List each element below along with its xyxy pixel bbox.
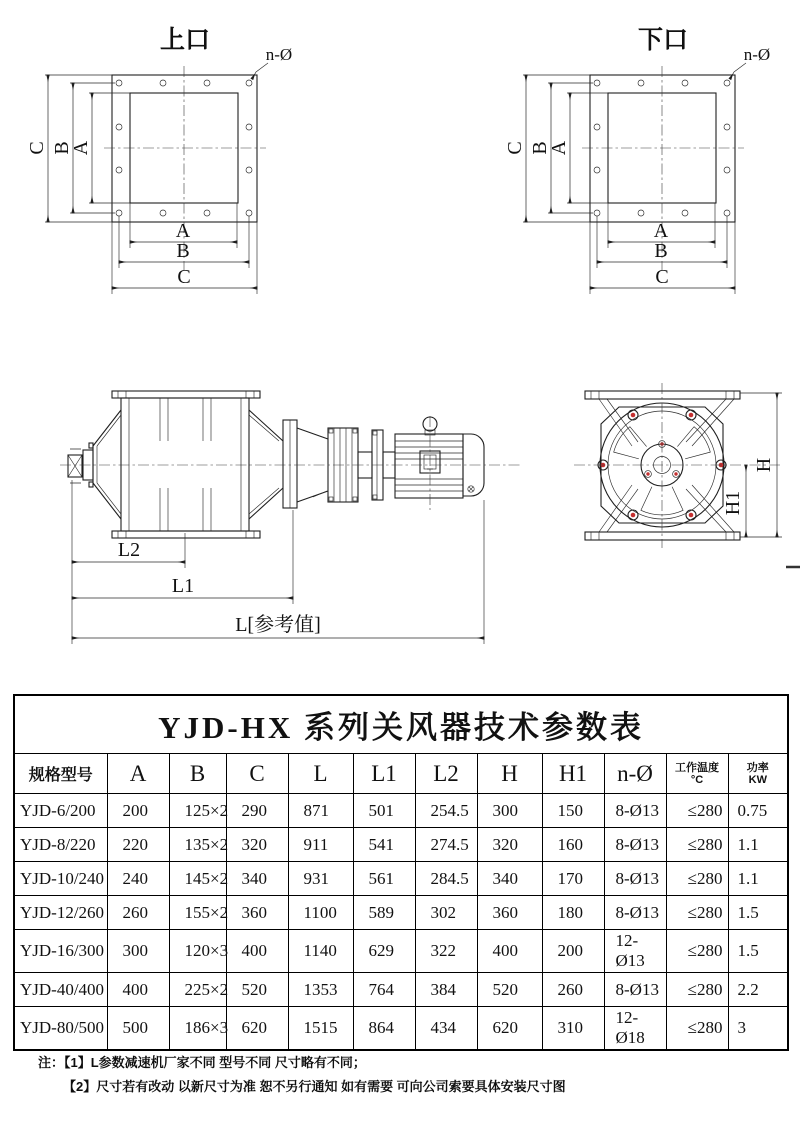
value-cell: 1353	[288, 973, 353, 1007]
value-cell: 300	[107, 930, 169, 973]
value-cell: 186×3	[169, 1007, 226, 1051]
value-cell: 3	[728, 1007, 788, 1051]
value-cell: 2.2	[728, 973, 788, 1007]
value-cell: 290	[226, 794, 288, 828]
value-cell: 0.75	[728, 794, 788, 828]
value-cell: ≤280	[666, 930, 728, 973]
value-cell: ≤280	[666, 828, 728, 862]
model-cell: YJD-12/260	[14, 896, 107, 930]
value-cell: 120×3	[169, 930, 226, 973]
value-cell: 864	[353, 1007, 415, 1051]
value-cell: 300	[477, 794, 542, 828]
value-cell: 1515	[288, 1007, 353, 1051]
dim-label: C	[177, 266, 191, 288]
value-cell: 302	[415, 896, 477, 930]
value-cell: 135×2	[169, 828, 226, 862]
value-cell: 360	[477, 896, 542, 930]
table-title-row	[14, 695, 788, 754]
dim-label: B	[51, 141, 73, 155]
dim-label: C	[504, 141, 526, 155]
dim-label: B	[529, 141, 551, 155]
dim-label-l1: L1	[171, 575, 195, 597]
spec-table	[13, 694, 789, 1051]
value-cell: 155×2	[169, 896, 226, 930]
table-row	[14, 1007, 788, 1051]
value-cell: 1140	[288, 930, 353, 973]
value-cell: ≤280	[666, 862, 728, 896]
value-cell: 911	[288, 828, 353, 862]
value-cell: 322	[415, 930, 477, 973]
model-cell: YJD-80/500	[14, 1007, 107, 1051]
column-header: 功率 KW	[728, 754, 788, 794]
value-cell: 12-Ø18	[604, 1007, 666, 1051]
value-cell: 8-Ø13	[604, 973, 666, 1007]
value-cell: 260	[107, 896, 169, 930]
value-cell: 170	[542, 862, 604, 896]
model-cell: YJD-40/400	[14, 973, 107, 1007]
value-cell: 400	[107, 973, 169, 1007]
value-cell: 160	[542, 828, 604, 862]
value-cell: 8-Ø13	[604, 862, 666, 896]
column-header: B	[169, 754, 226, 794]
column-header: H	[477, 754, 542, 794]
model-cell: YJD-16/300	[14, 930, 107, 973]
column-header: n-Ø	[604, 754, 666, 794]
note-line-2	[63, 1076, 566, 1095]
value-cell: 220	[107, 828, 169, 862]
value-cell: ≤280	[666, 896, 728, 930]
note-text: 【1】L参数减速机厂家不同 型号不同 尺寸略有不同；	[64, 1055, 366, 1070]
value-cell: 520	[477, 973, 542, 1007]
column-header: C	[226, 754, 288, 794]
value-cell: 180	[542, 896, 604, 930]
value-cell: 384	[415, 973, 477, 1007]
value-cell: 1.5	[728, 896, 788, 930]
model-cell: YJD-6/200	[14, 794, 107, 828]
value-cell: 541	[353, 828, 415, 862]
value-cell: 931	[288, 862, 353, 896]
value-cell: ≤280	[666, 973, 728, 1007]
dim-label: B	[176, 240, 190, 262]
dim-label: C	[26, 141, 48, 155]
value-cell: 629	[353, 930, 415, 973]
value-cell: 434	[415, 1007, 477, 1051]
dim-label: C	[655, 266, 669, 288]
valve-side-view	[60, 391, 522, 644]
value-cell: 320	[226, 828, 288, 862]
value-cell: 589	[353, 896, 415, 930]
value-cell: 145×2	[169, 862, 226, 896]
value-cell: 240	[107, 862, 169, 896]
flange-bottom-view	[504, 26, 770, 294]
note-text: 【2】尺寸若有改动 以新尺寸为准 恕不另行通知 如有需要 可向公司索要具体安装尺寸图	[63, 1079, 566, 1094]
table-row	[14, 828, 788, 862]
value-cell: 871	[288, 794, 353, 828]
value-cell: 1.5	[728, 930, 788, 973]
value-cell: 8-Ø13	[604, 896, 666, 930]
flange-bottom-title: 下口	[637, 26, 689, 54]
note-prefix: 注：	[38, 1055, 65, 1070]
value-cell: 340	[477, 862, 542, 896]
valve-end-view	[574, 383, 782, 548]
column-header: H1	[542, 754, 604, 794]
value-cell: 1.1	[728, 828, 788, 862]
table-row	[14, 973, 788, 1007]
column-header: 规格型号	[14, 754, 107, 794]
note-line-1	[38, 1052, 366, 1071]
value-cell: 150	[542, 794, 604, 828]
value-cell: 520	[226, 973, 288, 1007]
value-cell: 501	[353, 794, 415, 828]
value-cell: 400	[226, 930, 288, 973]
table-row	[14, 930, 788, 973]
model-cell: YJD-10/240	[14, 862, 107, 896]
table-row	[14, 794, 788, 828]
flange-top-title: 上口	[159, 26, 211, 54]
dim-label: A	[653, 220, 669, 242]
flange-top-view	[26, 26, 292, 294]
dim-label-l2: L2	[117, 539, 141, 561]
value-cell: 125×2	[169, 794, 226, 828]
column-header: L	[288, 754, 353, 794]
value-cell: 764	[353, 973, 415, 1007]
dim-label: A	[175, 220, 191, 242]
dim-label-l: L[参考值]	[235, 614, 321, 636]
bolt-count-label: n-Ø	[265, 45, 293, 64]
value-cell: 620	[226, 1007, 288, 1051]
bolt-count-label: n-Ø	[743, 45, 771, 64]
value-cell: 340	[226, 862, 288, 896]
value-cell: 500	[107, 1007, 169, 1051]
value-cell: 400	[477, 930, 542, 973]
value-cell: 8-Ø13	[604, 794, 666, 828]
column-header: A	[107, 754, 169, 794]
model-cell: YJD-8/220	[14, 828, 107, 862]
value-cell: 310	[542, 1007, 604, 1051]
value-cell: 360	[226, 896, 288, 930]
value-cell: 200	[542, 930, 604, 973]
value-cell: 1.1	[728, 862, 788, 896]
value-cell: 320	[477, 828, 542, 862]
value-cell: 12-Ø13	[604, 930, 666, 973]
value-cell: 620	[477, 1007, 542, 1051]
dim-label-h: H	[753, 457, 775, 473]
value-cell: 254.5	[415, 794, 477, 828]
dim-label: B	[654, 240, 668, 262]
value-cell: 260	[542, 973, 604, 1007]
column-header: 工作温度 °C	[666, 754, 728, 794]
table-row	[14, 862, 788, 896]
table-row	[14, 896, 788, 930]
table-title: YJD-HX 系列关风器技术参数表	[14, 695, 788, 754]
value-cell: 1100	[288, 896, 353, 930]
column-header: L2	[415, 754, 477, 794]
value-cell: 274.5	[415, 828, 477, 862]
value-cell: ≤280	[666, 794, 728, 828]
value-cell: 225×2	[169, 973, 226, 1007]
column-header: L1	[353, 754, 415, 794]
table-header-row	[14, 754, 788, 794]
value-cell: 284.5	[415, 862, 477, 896]
value-cell: 561	[353, 862, 415, 896]
dim-label: A	[548, 140, 570, 156]
value-cell: 200	[107, 794, 169, 828]
value-cell: ≤280	[666, 1007, 728, 1051]
value-cell: 8-Ø13	[604, 828, 666, 862]
dim-label-h1: H1	[722, 490, 744, 516]
dim-label: A	[70, 140, 92, 156]
